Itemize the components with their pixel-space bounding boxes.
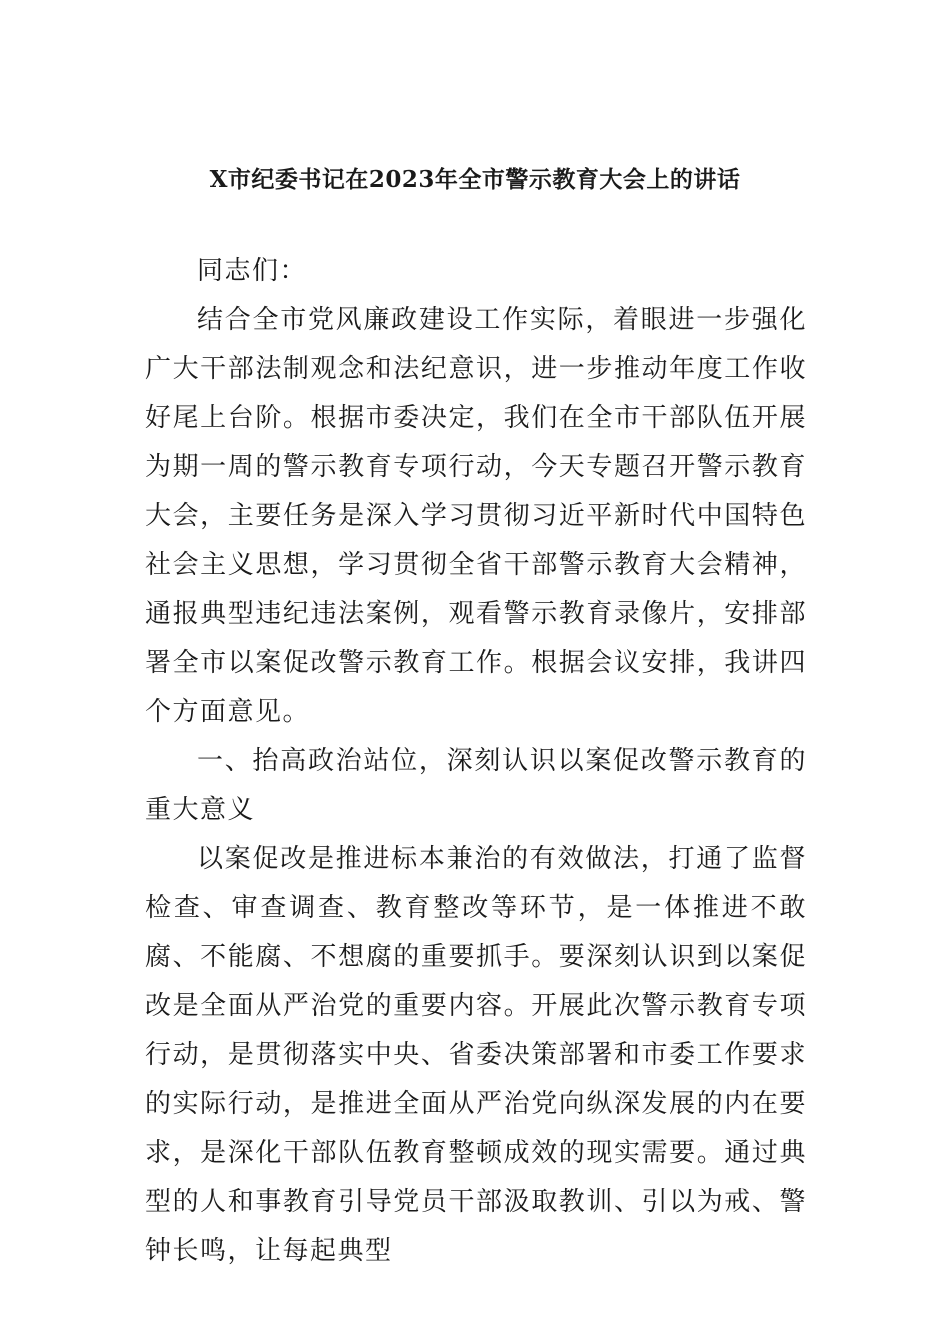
section-heading: 一、抬高政治站位，深刻认识以案促改警示教育的重大意义 bbox=[145, 746, 807, 825]
document-body bbox=[145, 247, 807, 1276]
body-paragraph: 以案促改是推进标本兼治的有效做法，打通了监督检查、审查调查、教育整改等环节，是一体推进不敢腐、不能腐、不想腐的重要抓手。要深刻认识到以案促改是全面从严治党的重要内容。开展此次警示教育专项行动，是贯彻落实中央、省委决策部署和市委工作要求的实际行动，是推进全面从严治党向纵深发展的内在要求，是深化干部队伍教育整顿成效的现实需要。通过典型的人和事教育引导党员干部汲取教训、引以为戒、警钟长鸣，让每起典型 bbox=[145, 844, 807, 1266]
salutation-paragraph: 同志们： bbox=[197, 256, 308, 286]
intro-paragraph: 结合全市党风廉政建设工作实际，着眼进一步强化广大干部法制观念和法纪意识，进一步推动年度工作收好尾上台阶。根据市委决定，我们在全市干部队伍开展为期一周的警示教育专项行动，今天专题召开警示教育大会，主要任务是深入学习贯彻习近平新时代中国特色社会主义思想，学习贯彻全省干部警示教育大会精神，通报典型违纪违法案例，观看警示教育录像片，安排部署全市以案促改警示教育工作。根据会议安排，我讲四个方面意见。 bbox=[145, 305, 807, 727]
document-title: X市纪委书记在2023年全市警示教育大会上的讲话 bbox=[209, 166, 741, 193]
